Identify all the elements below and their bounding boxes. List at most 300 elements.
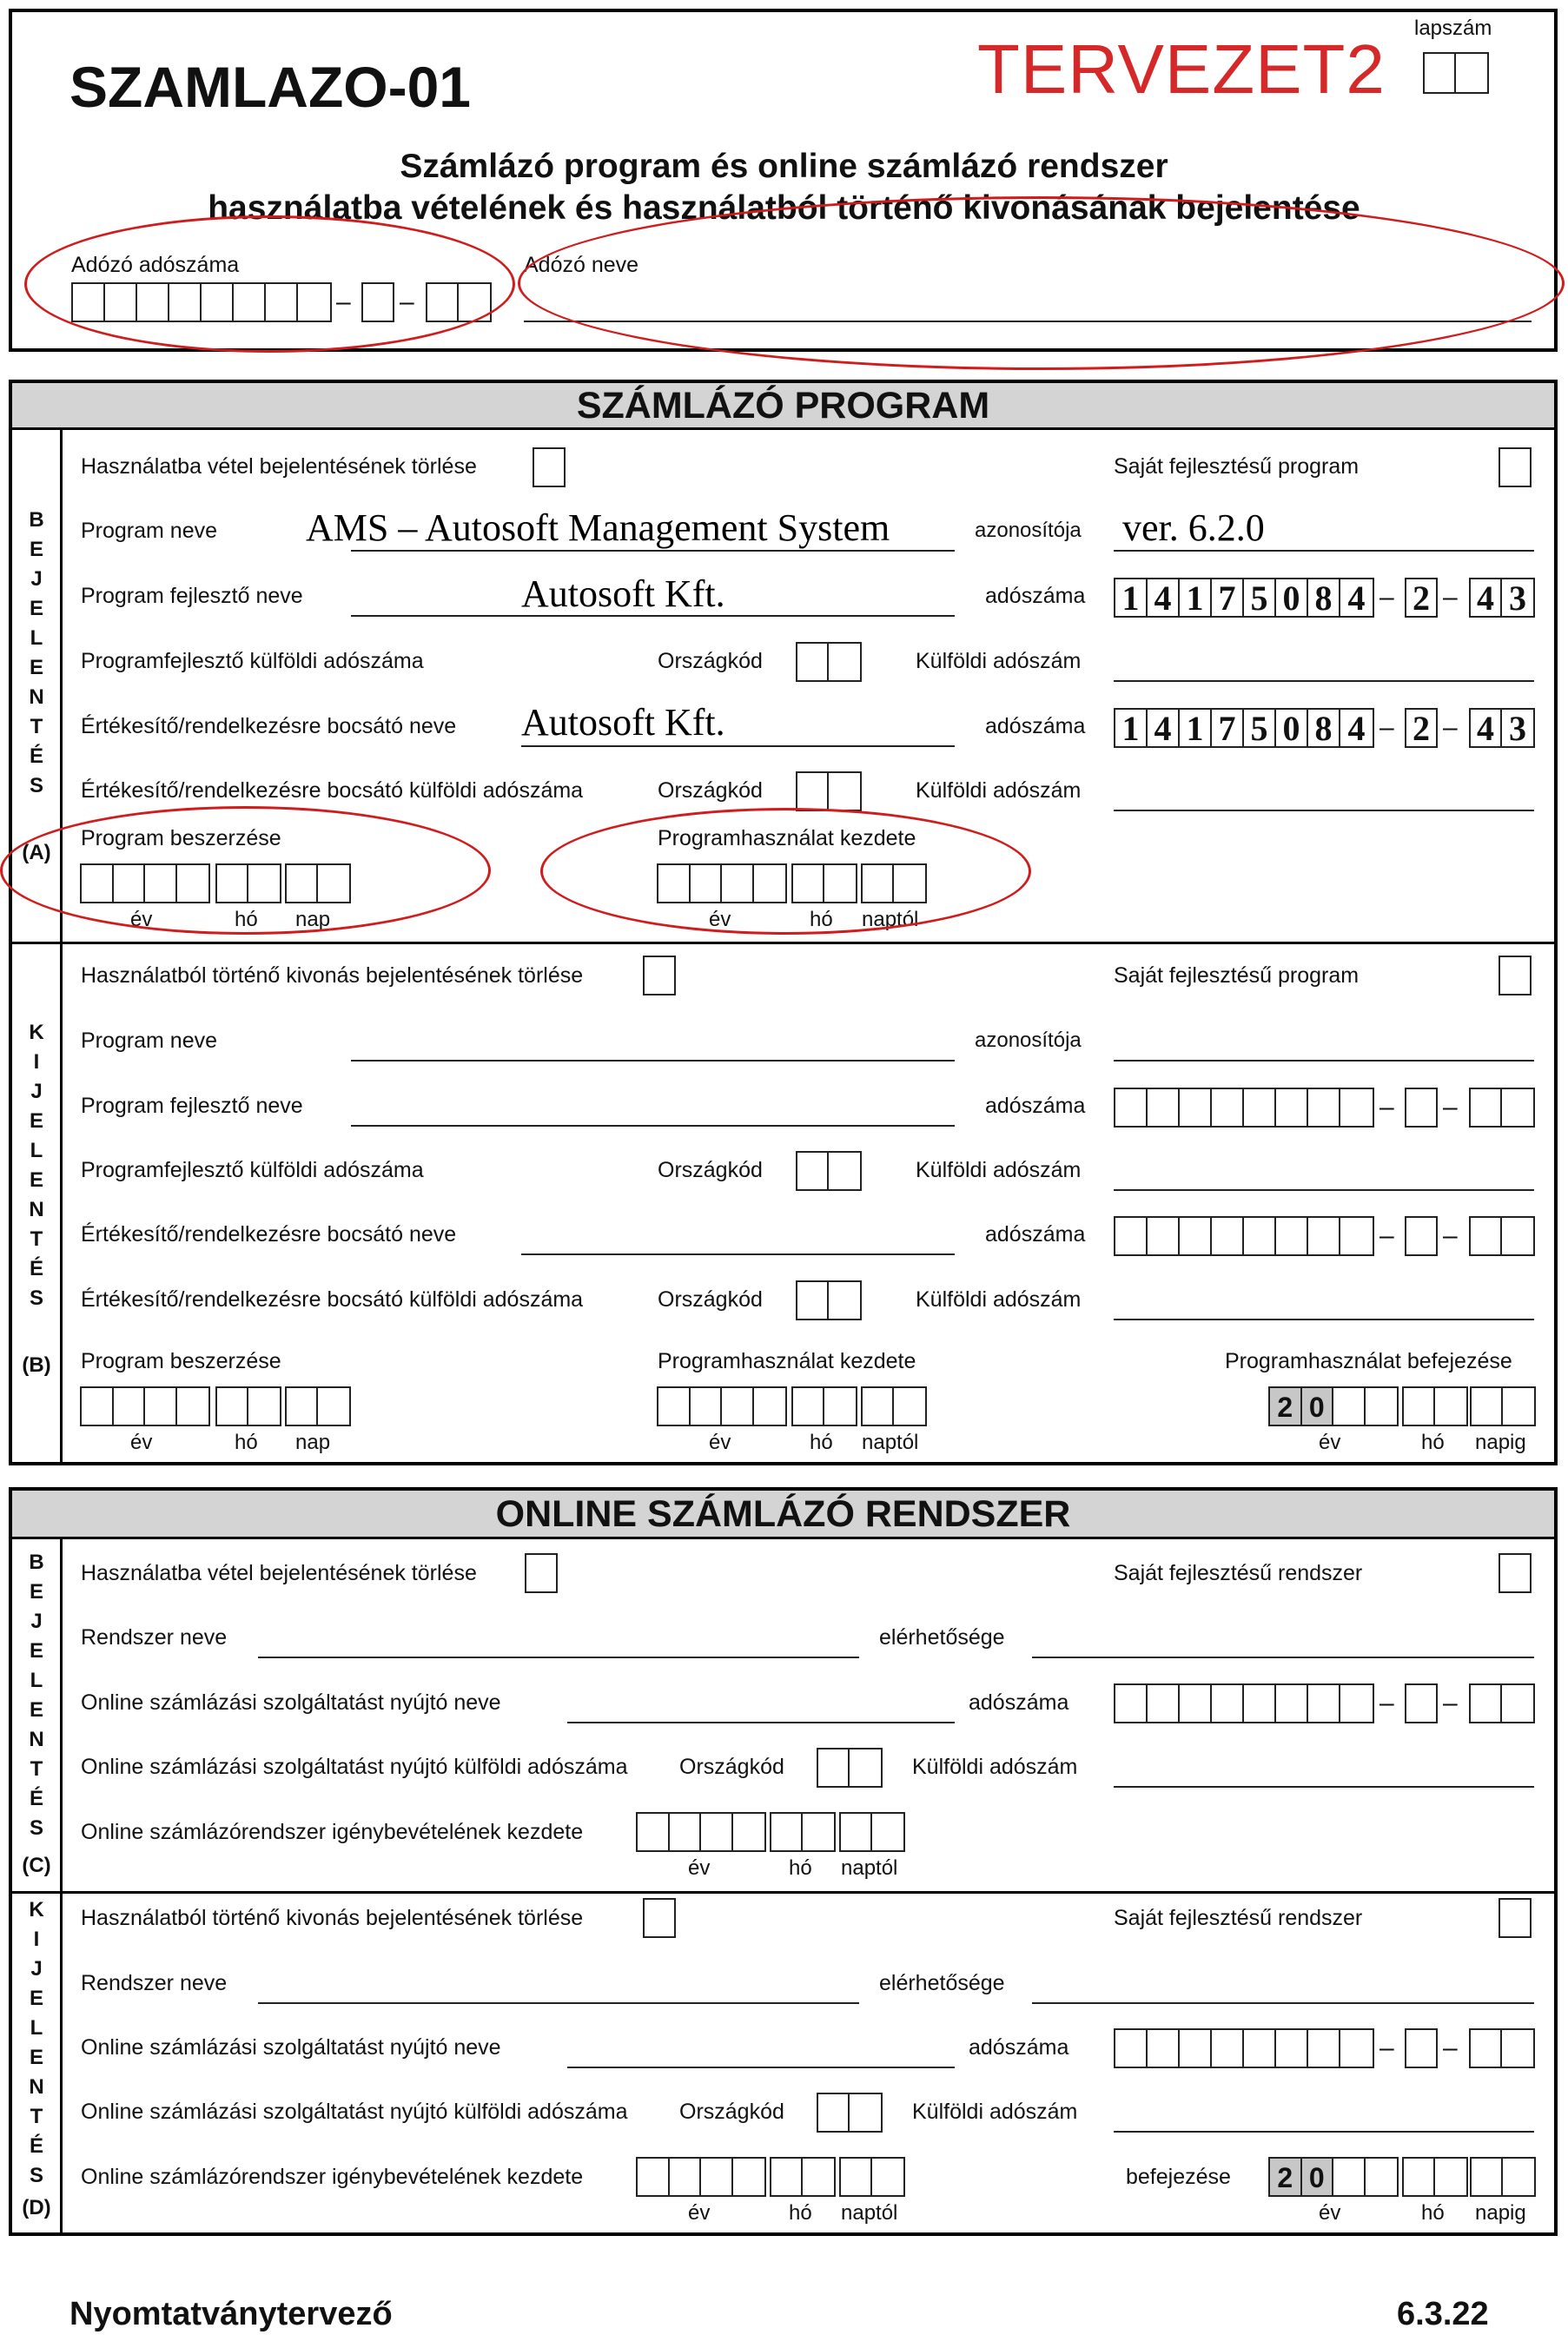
side-letter: S bbox=[29, 1816, 43, 1840]
side-letter: É bbox=[29, 1257, 43, 1280]
availability-line[interactable] bbox=[1032, 1657, 1534, 1658]
dash: – bbox=[1443, 1221, 1458, 1250]
digit-box[interactable] bbox=[691, 1388, 723, 1425]
country-code-label: Országkód bbox=[658, 778, 763, 803]
digit-box[interactable] bbox=[1115, 2030, 1148, 2067]
digit-box[interactable]: 4 bbox=[1471, 710, 1502, 746]
char-box[interactable] bbox=[818, 1749, 850, 1786]
availability-line-d[interactable] bbox=[1032, 2002, 1534, 2004]
tax-number-label: adószáma bbox=[985, 714, 1086, 738]
digit-box[interactable]: 2 bbox=[1413, 709, 1430, 748]
end-label: befejezése bbox=[1126, 2165, 1231, 2189]
provider-foreign-tax-line-d[interactable] bbox=[1114, 2131, 1534, 2133]
developer-name-line[interactable] bbox=[351, 615, 955, 617]
digit-box[interactable] bbox=[1308, 1089, 1340, 1126]
foreign-tax-label: Külföldi adószám bbox=[916, 649, 1082, 673]
digit-box[interactable] bbox=[1212, 1089, 1244, 1126]
year-caption: év bbox=[709, 908, 731, 931]
side-letter: É bbox=[29, 1787, 43, 1810]
digit-box[interactable]: 4 bbox=[1148, 579, 1180, 616]
side-letter: T bbox=[30, 1757, 43, 1781]
seller-name-line[interactable] bbox=[521, 745, 955, 747]
cancel-use-label: Használatba vétel bejelentésének törlése bbox=[81, 1561, 477, 1585]
provider-taxnum-main-d[interactable] bbox=[1114, 2028, 1374, 2068]
digit-box[interactable]: 0 bbox=[1276, 579, 1308, 616]
digit-box[interactable]: 2 bbox=[1413, 579, 1430, 618]
seller-name-label: Értékesítő/rendelkezésre bocsátó neve bbox=[81, 1222, 457, 1247]
program-id-line-b[interactable] bbox=[1114, 1060, 1534, 1062]
cancel-withdraw-checkbox-d[interactable] bbox=[643, 1898, 676, 1938]
digit-box[interactable] bbox=[1276, 2030, 1308, 2067]
purchase-label: Program beszerzése bbox=[81, 826, 281, 850]
online-end-year[interactable] bbox=[1268, 2157, 1399, 2197]
year-caption: év bbox=[130, 908, 153, 931]
seller-foreign-tax-line-b[interactable] bbox=[1114, 1319, 1534, 1320]
program-section-title: SZÁMLÁZÓ PROGRAM bbox=[12, 383, 1554, 430]
digit-box[interactable] bbox=[863, 1388, 894, 1425]
digit-box[interactable] bbox=[1276, 1218, 1308, 1254]
red-annotation-oval bbox=[518, 196, 1565, 370]
side-letter: E bbox=[29, 1580, 43, 1604]
usage-end-day[interactable] bbox=[1470, 1386, 1536, 1426]
program-name-line-b[interactable] bbox=[351, 1060, 955, 1062]
digit-box[interactable] bbox=[793, 1388, 824, 1425]
seller-country-code[interactable] bbox=[796, 771, 862, 811]
digit-box[interactable] bbox=[658, 1388, 691, 1425]
system-name-line[interactable] bbox=[258, 1657, 859, 1658]
page-digit[interactable] bbox=[1456, 54, 1487, 92]
program-id-line[interactable] bbox=[1114, 550, 1534, 552]
to-day-caption: napig bbox=[1475, 2201, 1526, 2225]
char-box[interactable] bbox=[850, 1749, 881, 1786]
side-letter: S bbox=[29, 774, 43, 797]
side-letter: N bbox=[29, 1198, 44, 1221]
digit-box[interactable] bbox=[824, 1388, 856, 1425]
side-letter: L bbox=[30, 1669, 43, 1692]
usage-end-year[interactable] bbox=[1268, 1386, 1399, 1426]
digit-box[interactable] bbox=[1503, 2159, 1534, 2195]
availability-label: elérhetősége bbox=[879, 1625, 1005, 1650]
online-start-year[interactable] bbox=[636, 1812, 766, 1852]
digit-box[interactable]: 4 bbox=[1347, 579, 1366, 618]
purchase-year-b[interactable] bbox=[80, 1386, 210, 1426]
digit-box[interactable] bbox=[1148, 1218, 1180, 1254]
side-letter: N bbox=[29, 1728, 44, 1751]
program-name-line[interactable] bbox=[351, 550, 955, 552]
developer-country-code-b[interactable] bbox=[796, 1151, 862, 1191]
digit-box[interactable] bbox=[1180, 1218, 1212, 1254]
side-letter: I bbox=[33, 1928, 40, 1951]
char-box[interactable] bbox=[850, 2094, 881, 2131]
digit-box[interactable] bbox=[1404, 1388, 1435, 1425]
char-box[interactable] bbox=[797, 1282, 829, 1319]
digit-box[interactable]: 3 bbox=[1509, 579, 1527, 618]
digit-box[interactable]: 1 bbox=[1180, 710, 1212, 746]
developer-name-label: Program fejlesztő neve bbox=[81, 1094, 303, 1118]
online-end-day[interactable] bbox=[1470, 2157, 1536, 2197]
usage-start-label: Programhasználat kezdete bbox=[658, 826, 916, 850]
side-letter: I bbox=[33, 1050, 40, 1074]
digit-box[interactable] bbox=[1308, 1685, 1340, 1722]
developer-taxnum-main-b[interactable] bbox=[1114, 1088, 1374, 1128]
seller-foreign-label: Értékesítő/rendelkezésre bocsátó külföldi adószáma bbox=[81, 778, 584, 803]
digit-box[interactable] bbox=[177, 1388, 208, 1425]
digit-box[interactable] bbox=[1148, 2030, 1180, 2067]
digit-box[interactable] bbox=[1115, 1089, 1148, 1126]
digit-box[interactable] bbox=[1180, 1089, 1212, 1126]
provider-taxnum-vat-d[interactable] bbox=[1405, 2028, 1438, 2068]
dash: – bbox=[1379, 713, 1394, 742]
digit-box[interactable] bbox=[803, 1814, 834, 1850]
from-day-caption: naptól bbox=[862, 1431, 919, 1454]
provider-foreign-label: Online számlázási szolgáltatást nyújtó külföldi adószáma bbox=[81, 2100, 628, 2124]
digit-box[interactable] bbox=[1308, 2030, 1340, 2067]
program-name-label: Program neve bbox=[81, 1028, 218, 1053]
char-box[interactable] bbox=[797, 644, 829, 680]
developer-foreign-tax-line[interactable] bbox=[1114, 680, 1534, 682]
online-start-month-d[interactable] bbox=[770, 2157, 836, 2197]
dash: – bbox=[1379, 2034, 1394, 2062]
dash: – bbox=[1443, 1093, 1458, 1121]
provider-taxnum-vat[interactable] bbox=[1405, 1683, 1438, 1723]
digit-box[interactable] bbox=[1406, 2030, 1436, 2067]
to-day-caption: napig bbox=[1475, 1431, 1526, 1454]
side-letter: E bbox=[29, 1109, 43, 1133]
digit-box[interactable] bbox=[1212, 2030, 1244, 2067]
digit-box[interactable] bbox=[1366, 1388, 1397, 1425]
digit-box[interactable] bbox=[1115, 1685, 1148, 1722]
digit-box[interactable]: 8 bbox=[1308, 579, 1340, 616]
purchase-label: Program beszerzése bbox=[81, 1349, 281, 1373]
page-number-boxes[interactable] bbox=[1423, 52, 1489, 94]
digit-box[interactable] bbox=[638, 2159, 670, 2195]
digit-box[interactable] bbox=[1340, 2030, 1373, 2067]
day-caption: nap bbox=[295, 908, 331, 931]
side-letter: L bbox=[30, 1139, 43, 1162]
online-start-label: Online számlázórendszer igénybevételének kezdete bbox=[81, 2165, 584, 2189]
digit-box[interactable] bbox=[1502, 1089, 1533, 1126]
own-program-label: Saját fejlesztésű program bbox=[1114, 963, 1360, 988]
developer-taxnum-county-b[interactable] bbox=[1469, 1088, 1535, 1128]
seller-foreign-tax-line[interactable] bbox=[1114, 810, 1534, 811]
seller-taxnum-county[interactable] bbox=[1469, 708, 1535, 748]
digit-box[interactable] bbox=[733, 1814, 764, 1850]
usage-end-month[interactable] bbox=[1402, 1386, 1468, 1426]
form-code: SZAMLAZO-01 bbox=[69, 55, 471, 119]
digit-box[interactable] bbox=[287, 1388, 318, 1425]
digit-box[interactable] bbox=[1148, 1089, 1180, 1126]
year-caption: év bbox=[1319, 2201, 1341, 2225]
digit-box: 0 bbox=[1302, 1388, 1334, 1425]
digit-box[interactable] bbox=[1404, 2159, 1435, 2195]
digit-box[interactable] bbox=[701, 1814, 733, 1850]
provider-foreign-tax-line[interactable] bbox=[1114, 1786, 1534, 1788]
digit-box[interactable] bbox=[1406, 1218, 1436, 1254]
digit-box[interactable]: 7 bbox=[1212, 579, 1244, 616]
seller-taxnum-vat[interactable] bbox=[1405, 708, 1438, 748]
side-letter: K bbox=[29, 1898, 44, 1921]
seller-taxnum-county-b[interactable] bbox=[1469, 1216, 1535, 1256]
developer-foreign-label: Programfejlesztő külföldi adószáma bbox=[81, 1158, 424, 1182]
purchase-day-b[interactable] bbox=[285, 1386, 351, 1426]
char-box[interactable] bbox=[829, 644, 860, 680]
provider-taxnum-county-d[interactable] bbox=[1469, 2028, 1535, 2068]
provider-taxnum-main[interactable] bbox=[1114, 1683, 1374, 1723]
digit-box[interactable] bbox=[1503, 1388, 1534, 1425]
side-letter: J bbox=[30, 1957, 43, 1981]
form-title-line2: használatba vételének és használatból történő kivonásának bejelentése bbox=[208, 189, 1360, 227]
seller-taxnum-main-b[interactable] bbox=[1114, 1216, 1374, 1256]
side-letter: L bbox=[30, 626, 43, 650]
developer-country-code[interactable] bbox=[796, 642, 862, 682]
digit-box[interactable]: 5 bbox=[1244, 710, 1276, 746]
digit-box[interactable] bbox=[701, 2159, 733, 2195]
developer-taxnum-county[interactable] bbox=[1469, 578, 1535, 618]
dash: – bbox=[1443, 2034, 1458, 2062]
program-name-value: AMS – Autosoft Management System bbox=[306, 506, 890, 549]
side-letter: S bbox=[29, 1286, 43, 1310]
provider-country-code[interactable] bbox=[817, 1748, 883, 1788]
usage-start-year-b[interactable] bbox=[657, 1386, 787, 1426]
side-letter: E bbox=[29, 1639, 43, 1663]
digit-box[interactable] bbox=[1308, 1218, 1340, 1254]
side-letter: É bbox=[29, 744, 43, 768]
digit-box[interactable]: 1 bbox=[1180, 579, 1212, 616]
digit-box[interactable]: 8 bbox=[1308, 710, 1340, 746]
side-letter: J bbox=[30, 1080, 43, 1103]
digit-box[interactable] bbox=[1502, 1218, 1533, 1254]
digit-box[interactable] bbox=[318, 1388, 349, 1425]
side-letter: N bbox=[29, 2075, 44, 2099]
developer-foreign-label: Programfejlesztő külföldi adószáma bbox=[81, 649, 424, 673]
digit-box[interactable] bbox=[114, 1388, 146, 1425]
digit-box[interactable] bbox=[1472, 2159, 1503, 2195]
digit-box[interactable] bbox=[1333, 1388, 1366, 1425]
digit-box[interactable] bbox=[1502, 1685, 1533, 1722]
developer-foreign-tax-line-b[interactable] bbox=[1114, 1189, 1534, 1191]
cancel-use-checkbox[interactable] bbox=[533, 447, 566, 487]
side-letter: B bbox=[29, 508, 44, 532]
digit-box[interactable] bbox=[1244, 2030, 1276, 2067]
purchase-month-b[interactable] bbox=[215, 1386, 281, 1426]
seller-name-line-b[interactable] bbox=[521, 1253, 955, 1255]
system-name-label: Rendszer neve bbox=[81, 1971, 228, 1995]
digit-box[interactable] bbox=[1115, 1218, 1148, 1254]
digit-box[interactable] bbox=[1471, 1089, 1502, 1126]
digit-box[interactable] bbox=[733, 2159, 764, 2195]
provider-name-line[interactable] bbox=[567, 1722, 955, 1723]
seller-taxnum-vat-b[interactable] bbox=[1405, 1216, 1438, 1256]
digit-box[interactable] bbox=[1148, 1685, 1180, 1722]
developer-taxnum-vat-b[interactable] bbox=[1405, 1088, 1438, 1128]
month-caption: hó bbox=[789, 1856, 812, 1880]
char-box[interactable] bbox=[797, 773, 829, 810]
digit-box[interactable]: 1 bbox=[1115, 579, 1148, 616]
digit-box[interactable] bbox=[771, 1814, 803, 1850]
foreign-tax-label: Külföldi adószám bbox=[912, 2100, 1078, 2124]
seller-foreign-label: Értékesítő/rendelkezésre bocsátó külföldi adószáma bbox=[81, 1287, 584, 1312]
side-letter: S bbox=[29, 2164, 43, 2187]
digit-box[interactable] bbox=[841, 1814, 872, 1850]
digit-box[interactable] bbox=[841, 2159, 872, 2195]
digit-box[interactable] bbox=[722, 1388, 754, 1425]
digit-box[interactable] bbox=[1244, 1685, 1276, 1722]
digit-box[interactable] bbox=[1244, 1218, 1276, 1254]
digit-box[interactable] bbox=[1366, 2159, 1397, 2195]
digit-box[interactable] bbox=[894, 1388, 925, 1425]
cancel-use-checkbox-c[interactable] bbox=[525, 1553, 558, 1593]
digit-box[interactable] bbox=[872, 2159, 903, 2195]
developer-taxnum-main[interactable] bbox=[1114, 578, 1374, 618]
foreign-tax-label: Külföldi adószám bbox=[912, 1755, 1078, 1779]
developer-name-line-b[interactable] bbox=[351, 1125, 955, 1127]
digit-box[interactable]: 3 bbox=[1509, 709, 1527, 748]
side-letter: L bbox=[30, 2016, 43, 2040]
cancel-withdraw-label: Használatból történő kivonás bejelentésének törlése bbox=[81, 963, 584, 988]
foreign-tax-label: Külföldi adószám bbox=[916, 1287, 1082, 1312]
section-divider bbox=[12, 942, 1554, 944]
digit-box[interactable] bbox=[1244, 1089, 1276, 1126]
digit-box[interactable] bbox=[145, 1388, 177, 1425]
availability-label: elérhetősége bbox=[879, 1971, 1005, 1995]
digit-box[interactable] bbox=[1276, 1685, 1308, 1722]
digit-box[interactable]: 0 bbox=[1276, 710, 1308, 746]
usage-start-day-b[interactable] bbox=[861, 1386, 927, 1426]
identifier-label: azonosítója bbox=[975, 1028, 1082, 1052]
country-code-label: Országkód bbox=[658, 1158, 763, 1182]
own-system-label: Saját fejlesztésű rendszer bbox=[1114, 1561, 1363, 1585]
own-system-checkbox[interactable] bbox=[1499, 1553, 1532, 1593]
digit-box[interactable] bbox=[1340, 1089, 1373, 1126]
developer-name-label: Program fejlesztő neve bbox=[81, 584, 303, 608]
digit-box[interactable] bbox=[1340, 1685, 1373, 1722]
dash: – bbox=[1379, 583, 1394, 612]
digit-box[interactable] bbox=[1276, 1089, 1308, 1126]
digit-box[interactable] bbox=[1180, 2030, 1212, 2067]
seller-name-value: Autosoft Kft. bbox=[521, 701, 725, 744]
side-tag-b: (B) bbox=[22, 1353, 51, 1377]
digit-box[interactable] bbox=[1406, 1685, 1436, 1722]
digit-box[interactable] bbox=[1212, 1685, 1244, 1722]
usage-start-label: Programhasználat kezdete bbox=[658, 1349, 916, 1373]
dash: – bbox=[336, 288, 351, 316]
digit-box[interactable]: 4 bbox=[1471, 579, 1502, 616]
digit-box[interactable]: 4 bbox=[1148, 710, 1180, 746]
online-start-month[interactable] bbox=[770, 1812, 836, 1852]
digit-box[interactable] bbox=[1471, 2030, 1502, 2067]
digit-box[interactable] bbox=[1471, 1218, 1502, 1254]
digit-box[interactable] bbox=[670, 1814, 702, 1850]
side-letter: T bbox=[30, 715, 43, 738]
program-id-value: ver. 6.2.0 bbox=[1122, 506, 1265, 549]
year-caption: év bbox=[130, 1431, 153, 1454]
online-end-month[interactable] bbox=[1402, 2157, 1468, 2197]
digit-box[interactable] bbox=[1471, 1685, 1502, 1722]
digit-box[interactable] bbox=[1180, 1685, 1212, 1722]
cancel-use-label: Használatba vétel bejelentésének törlése bbox=[81, 454, 477, 479]
own-program-checkbox[interactable] bbox=[1499, 447, 1532, 487]
provider-taxnum-county[interactable] bbox=[1469, 1683, 1535, 1723]
digit-box[interactable] bbox=[803, 2159, 834, 2195]
side-letter: E bbox=[29, 597, 43, 620]
page-number-label: lapszám bbox=[1414, 17, 1492, 40]
digit-box[interactable]: 5 bbox=[1244, 579, 1276, 616]
developer-taxnum-vat[interactable] bbox=[1405, 578, 1438, 618]
section-divider bbox=[12, 1891, 1554, 1894]
digit-box[interactable]: 1 bbox=[1115, 710, 1148, 746]
side-letter: É bbox=[29, 2134, 43, 2158]
online-start-day-d[interactable] bbox=[839, 2157, 905, 2197]
seller-country-code-b[interactable] bbox=[796, 1280, 862, 1320]
digit-box[interactable] bbox=[1212, 1218, 1244, 1254]
seller-taxnum-main[interactable] bbox=[1114, 708, 1374, 748]
digit-box[interactable] bbox=[1472, 1388, 1503, 1425]
digit-box[interactable] bbox=[1435, 2159, 1466, 2195]
dash: – bbox=[1443, 583, 1458, 612]
month-caption: hó bbox=[235, 908, 258, 931]
digit-box[interactable] bbox=[638, 1814, 670, 1850]
digit-box[interactable] bbox=[1340, 1218, 1373, 1254]
char-box[interactable] bbox=[818, 2094, 850, 2131]
usage-start-month-b[interactable] bbox=[791, 1386, 857, 1426]
provider-name-line-d[interactable] bbox=[567, 2067, 955, 2068]
from-day-caption: naptól bbox=[862, 908, 919, 931]
digit-box[interactable] bbox=[754, 1388, 785, 1425]
month-caption: hó bbox=[1421, 1431, 1445, 1454]
online-start-day[interactable] bbox=[839, 1812, 905, 1852]
digit-box[interactable] bbox=[217, 1388, 248, 1425]
side-tag-a: (A) bbox=[22, 841, 51, 864]
char-box[interactable] bbox=[829, 1153, 860, 1189]
digit-box[interactable] bbox=[771, 2159, 803, 2195]
tax-number-label: adószáma bbox=[969, 2035, 1069, 2060]
from-day-caption: naptól bbox=[841, 2201, 898, 2225]
own-system-checkbox-d[interactable] bbox=[1499, 1898, 1532, 1938]
cancel-withdraw-checkbox[interactable] bbox=[643, 956, 676, 995]
program-name-label: Program neve bbox=[81, 519, 218, 543]
system-name-line-d[interactable] bbox=[258, 2002, 859, 2004]
digit-box[interactable] bbox=[1502, 2030, 1533, 2067]
digit-box[interactable] bbox=[670, 2159, 702, 2195]
digit-box[interactable]: 4 bbox=[1347, 709, 1366, 748]
tax-number-label: adószáma bbox=[969, 1690, 1069, 1715]
tax-number-label: adószáma bbox=[985, 584, 1086, 608]
side-letter: N bbox=[29, 685, 44, 709]
cancel-withdraw-label: Használatból történő kivonás bejelentésének törlése bbox=[81, 1906, 584, 1930]
page-digit[interactable] bbox=[1425, 54, 1456, 92]
char-box[interactable] bbox=[829, 1282, 860, 1319]
tax-number-label: adószáma bbox=[985, 1222, 1086, 1247]
country-code-label: Országkód bbox=[679, 1755, 784, 1779]
digit-box[interactable] bbox=[248, 1388, 280, 1425]
digit-box[interactable] bbox=[1333, 2159, 1366, 2195]
char-box[interactable] bbox=[829, 773, 860, 810]
dash: – bbox=[1379, 1093, 1394, 1121]
digit-box[interactable] bbox=[872, 1814, 903, 1850]
taxpayer-name-label: Adózó neve bbox=[524, 253, 639, 277]
online-start-year-d[interactable] bbox=[636, 2157, 766, 2197]
char-box[interactable] bbox=[797, 1153, 829, 1189]
digit-box[interactable] bbox=[1435, 1388, 1466, 1425]
provider-country-code-d[interactable] bbox=[817, 2093, 883, 2133]
side-letter: T bbox=[30, 2105, 43, 2128]
digit-box[interactable] bbox=[1406, 1089, 1436, 1126]
own-program-checkbox-b[interactable] bbox=[1499, 956, 1532, 995]
digit-box[interactable] bbox=[82, 1388, 114, 1425]
digit-box[interactable]: 7 bbox=[1212, 710, 1244, 746]
draft-stamp: TERVEZET2 bbox=[977, 30, 1386, 108]
year-caption: év bbox=[688, 1856, 711, 1880]
